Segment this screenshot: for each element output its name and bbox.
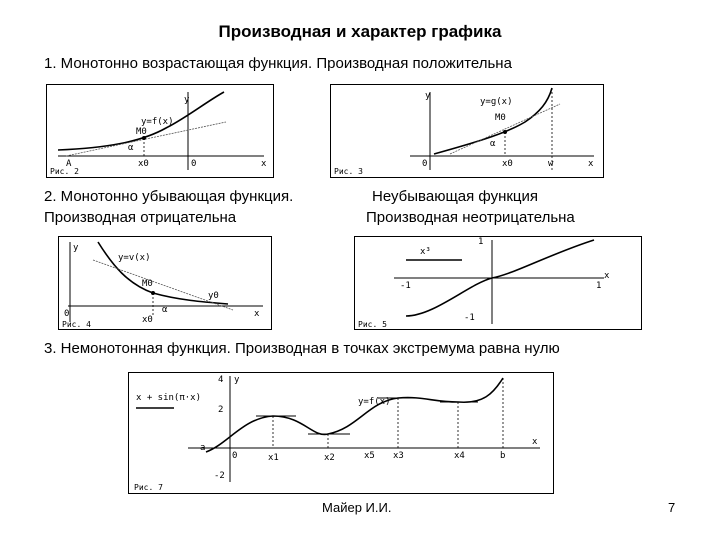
function-label: y=g(x) [480,97,513,107]
point-m0 [503,130,507,134]
x-label: x [261,159,267,169]
x0-label: x0 [502,159,513,169]
w-label: w [548,159,554,169]
y-label: y [73,243,79,253]
angle-label: α [162,305,168,315]
y-label: y [184,95,190,105]
x2-label: x2 [324,453,335,463]
origin-label: 0 [64,309,70,319]
section-2-subheading-left: Производная отрицательна [44,209,237,226]
footer-author: Майер И.И. [322,500,392,515]
angle-label: α [128,143,134,153]
legend-label: x + sin(π·x) [136,393,202,403]
x-label: x [604,271,610,281]
point-a-label: A [66,159,72,169]
figure-2-increasing [46,84,274,178]
page-title: Производная и характер графика [218,22,502,41]
figure-3-increasing [330,84,604,178]
point-label: M0 [136,127,147,137]
tick-neg-label: -1 [400,281,411,291]
x0-label: x0 [138,159,149,169]
y-label: y [234,375,240,385]
ytick-neg-label: -1 [464,313,475,323]
x3-label: x3 [393,451,404,461]
figure-caption: Рис. 3 [334,167,363,176]
y-mid-label: 2 [218,405,224,415]
ytick-top-label: 4 [218,375,224,385]
point-label: M0 [495,113,506,123]
tangent-line [93,260,233,310]
y-label: y [425,91,431,101]
section-2-heading-right: Неубывающая функция [372,188,539,205]
figure-7-nonmonotonic [128,372,554,494]
section-1-heading: 1. Монотонно возрастающая функция. Производная положительна [44,55,512,72]
legend-label: x³ [420,247,431,257]
section-3-heading: 3. Немонотонная функция. Производная в точках экстремума равна нулю [44,340,560,357]
origin-label: 0 [191,159,197,169]
b-label: b [500,451,506,461]
x-label: x [532,437,538,447]
x-label: x [254,309,260,319]
ytick-pos-label: 1 [478,237,484,247]
x1-label: x1 [268,453,279,463]
tick-pos-label: 1 [596,281,602,291]
figure-caption: Рис. 2 [50,167,79,176]
tangent-line [450,104,560,154]
section-2-subheading-right: Производная неотрицательна [366,209,575,226]
function-curve [206,378,503,452]
x-label: x [588,159,594,169]
origin-label: 0 [232,451,238,461]
figure-4-decreasing [58,236,272,330]
y0-label: y0 [208,291,219,301]
function-label: y=f(x) [358,397,391,407]
section-2-heading-left: 2. Монотонно убывающая функция. [44,188,294,205]
ytick-bottom-label: -2 [214,471,225,481]
page-number: 7 [668,500,676,515]
function-label: y=v(x) [118,253,151,263]
x5-label: x5 [364,451,375,461]
figure-5-cubic [354,236,642,330]
function-label: y=f(x) [141,117,174,127]
point-label: M0 [142,279,153,289]
figure-caption: Рис. 4 [62,320,91,329]
x4-label: x4 [454,451,465,461]
x0-label: x0 [142,315,153,325]
a-label: a [200,443,206,453]
figure-caption: Рис. 7 [134,483,163,492]
origin-label: 0 [422,159,428,169]
point-m0 [151,291,155,295]
angle-label: α [490,139,496,149]
figure-caption: Рис. 5 [358,320,387,329]
